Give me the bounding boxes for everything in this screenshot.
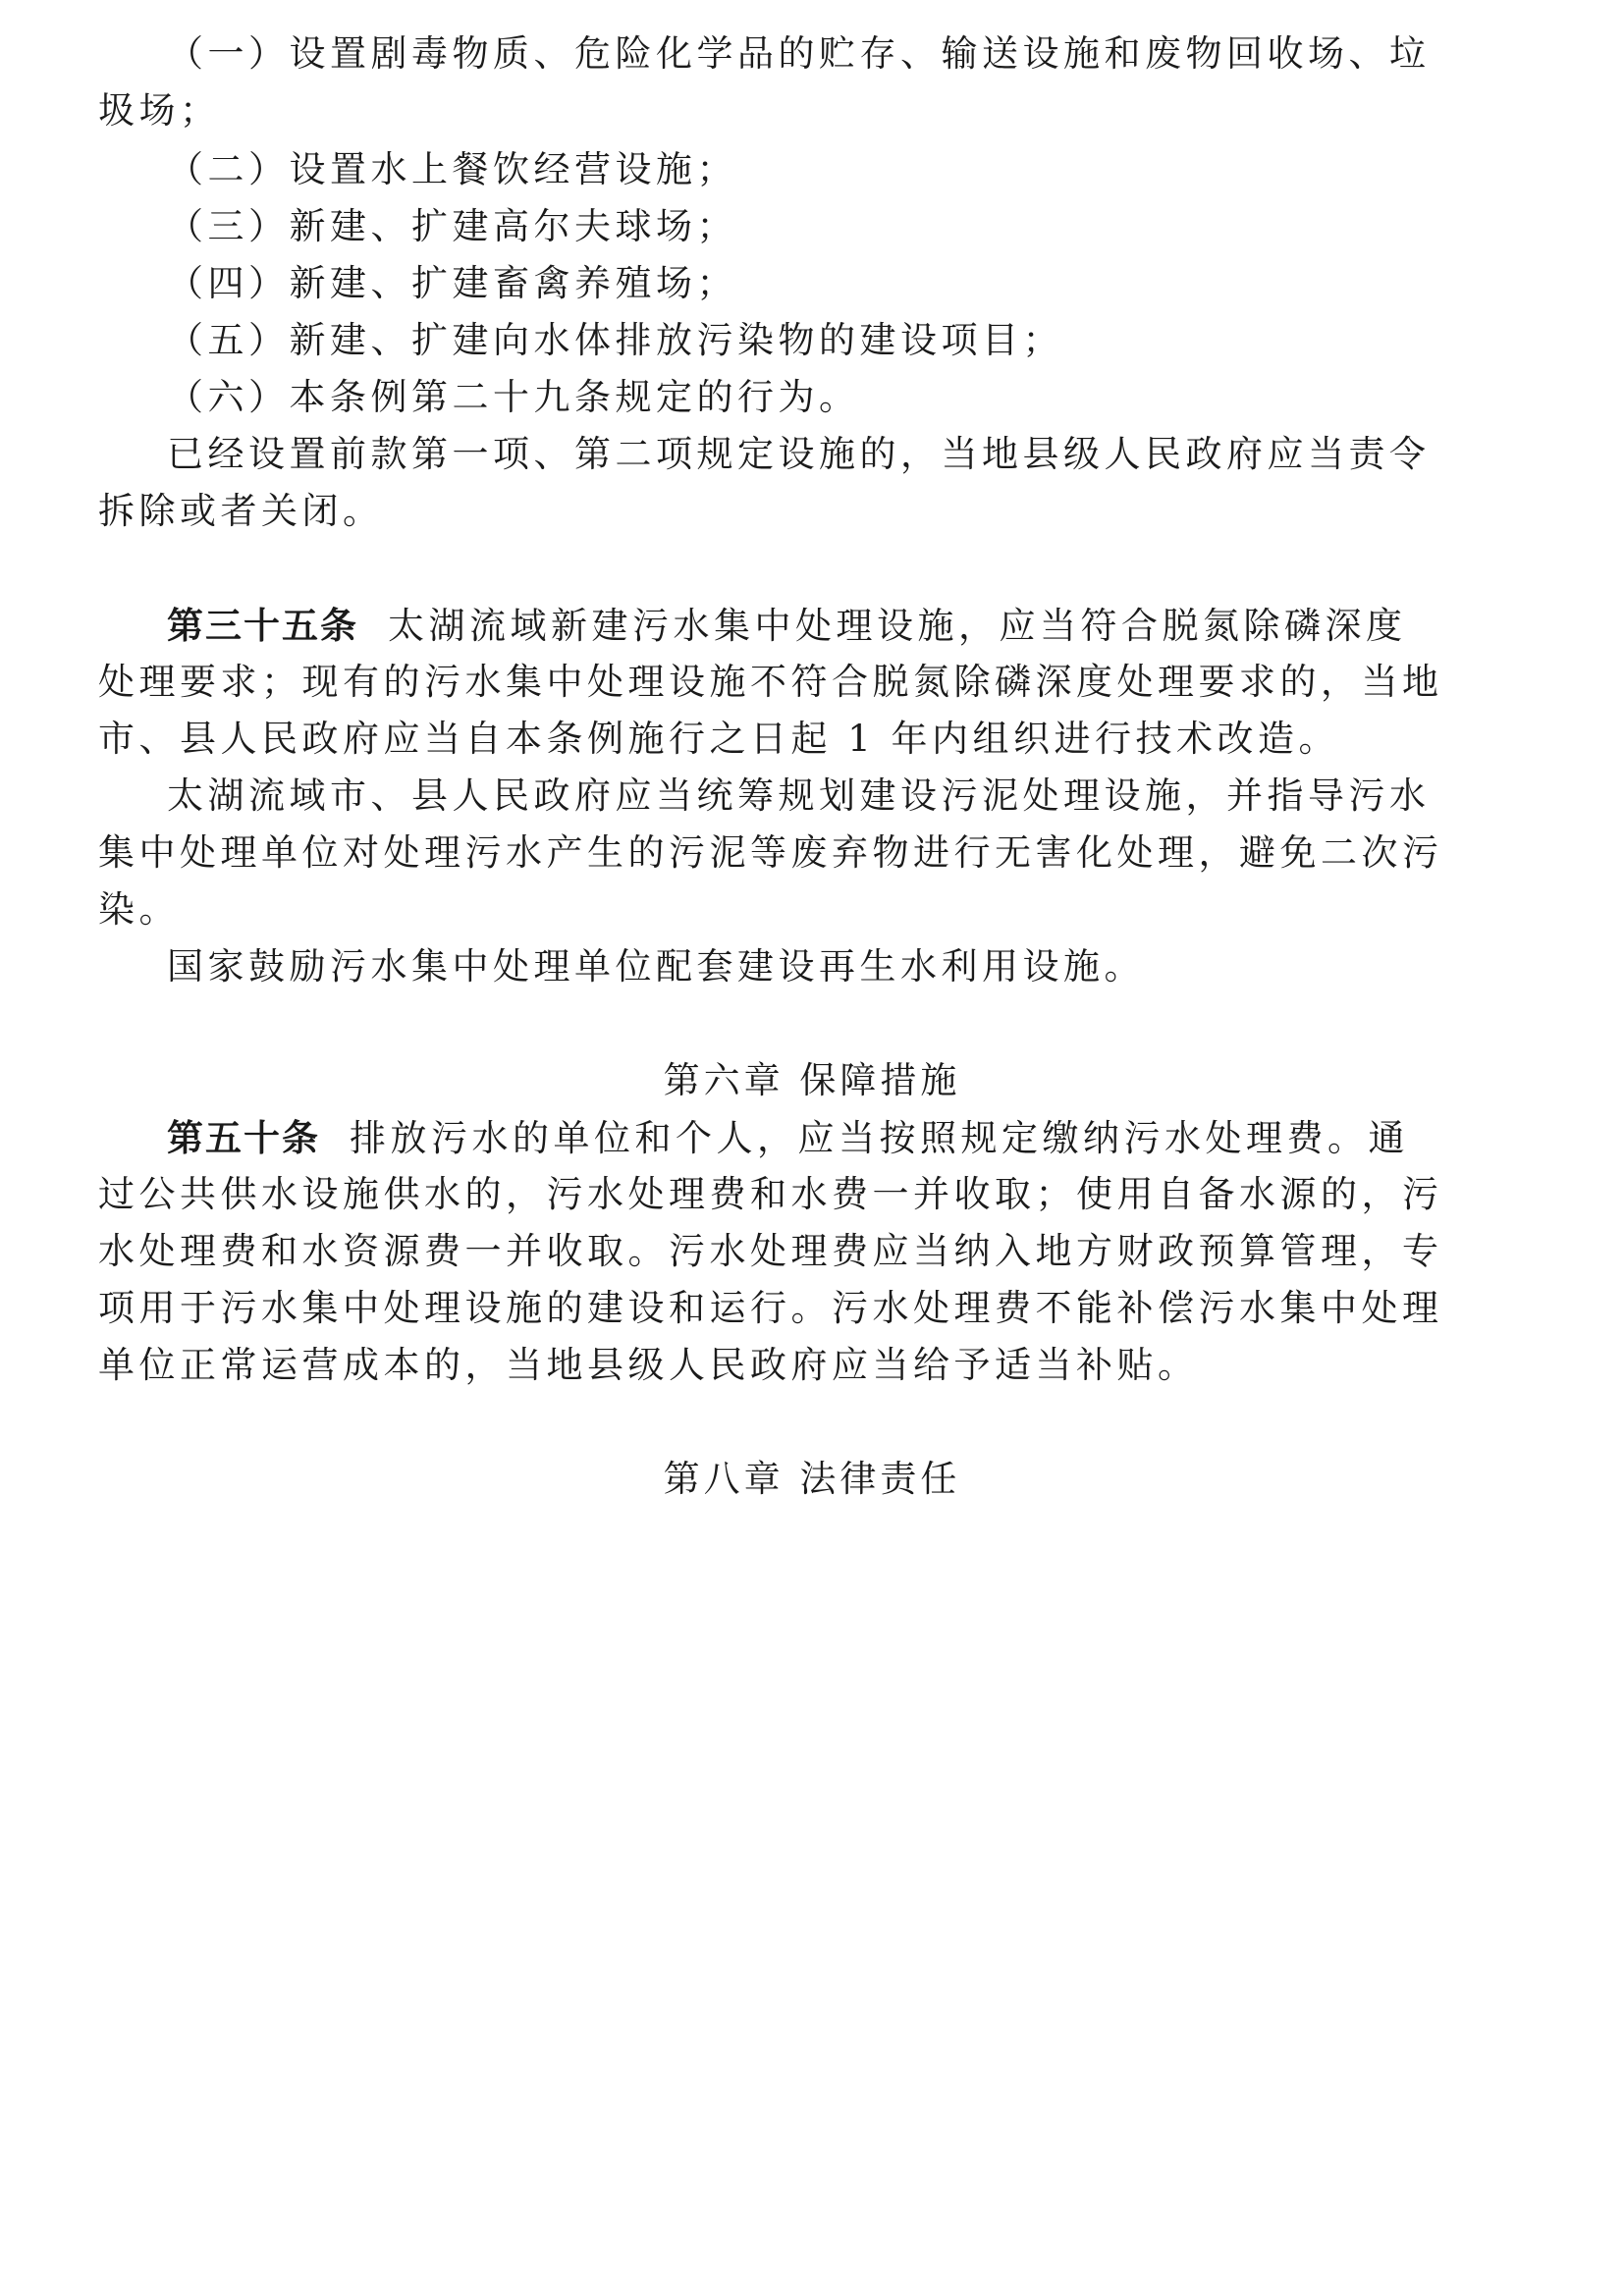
- article-35-label: 第三十五条: [167, 604, 358, 647]
- list-item-4: （四）新建、扩建畜禽养殖场；: [167, 262, 737, 304]
- article-50-line-4: 项用于污水集中处理设施的建设和运行。污水处理费不能补偿污水集中处理: [98, 1287, 1443, 1329]
- article-50-line-1: [167, 1115, 1542, 1161]
- list-item-2: （二）设置水上餐饮经营设施；: [167, 148, 737, 190]
- article-35-para2-line-2: 集中处理单位对处理污水产生的污泥等废弃物进行无害化处理，避免二次污: [98, 831, 1443, 874]
- list-item-1: （一）设置剧毒物质、危险化学品的贮存、输送设施和废物回收场、垃: [167, 32, 1431, 75]
- article-35-line-1: [167, 603, 1542, 649]
- article-35-para2-line-3: 染。: [98, 888, 180, 931]
- paragraph-existing-line-1: 已经设置前款第一项、第二项规定设施的，当地县级人民政府应当责令: [167, 433, 1431, 475]
- list-item-5: （五）新建、扩建向水体排放污染物的建设项目；: [167, 319, 1063, 361]
- article-50-line-3: 水处理费和水资源费一并收取。污水处理费应当纳入地方财政预算管理，专: [98, 1230, 1443, 1272]
- article-35-para3-line-1: 国家鼓励污水集中处理单位配套建设再生水利用设施。: [167, 945, 1145, 988]
- article-50-label: 第五十条: [167, 1116, 320, 1159]
- article-50-line-2: 过公共供水设施供水的，污水处理费和水费一并收取；使用自备水源的，污: [98, 1173, 1443, 1215]
- chapter-6-heading: 第六章 保障措施: [663, 1059, 961, 1101]
- article-50-text-1: 排放污水的单位和个人，应当按照规定缴纳污水处理费。通: [350, 1117, 1409, 1159]
- list-item-6: （六）本条例第二十九条规定的行为。: [167, 376, 860, 418]
- chapter-8-heading: 第八章 法律责任: [663, 1458, 961, 1500]
- article-50-line-5: 单位正常运营成本的，当地县级人民政府应当给予适当补贴。: [98, 1344, 1199, 1386]
- paragraph-existing-line-2: 拆除或者关闭。: [98, 490, 384, 532]
- list-item-1-continuation: 圾场；: [98, 89, 221, 132]
- article-35-line-2: 处理要求；现有的污水集中处理设施不符合脱氮除磷深度处理要求的，当地: [98, 661, 1443, 703]
- article-35-para2-line-1: 太湖流域市、县人民政府应当统筹规划建设污泥处理设施，并指导污水: [167, 774, 1431, 817]
- list-item-3: （三）新建、扩建高尔夫球场；: [167, 205, 737, 247]
- article-35-line-3: 市、县人民政府应当自本条例施行之日起 1 年内组织进行技术改造。: [98, 718, 1340, 760]
- article-35-text-1: 太湖流域新建污水集中处理设施，应当符合脱氮除磷深度: [388, 605, 1407, 647]
